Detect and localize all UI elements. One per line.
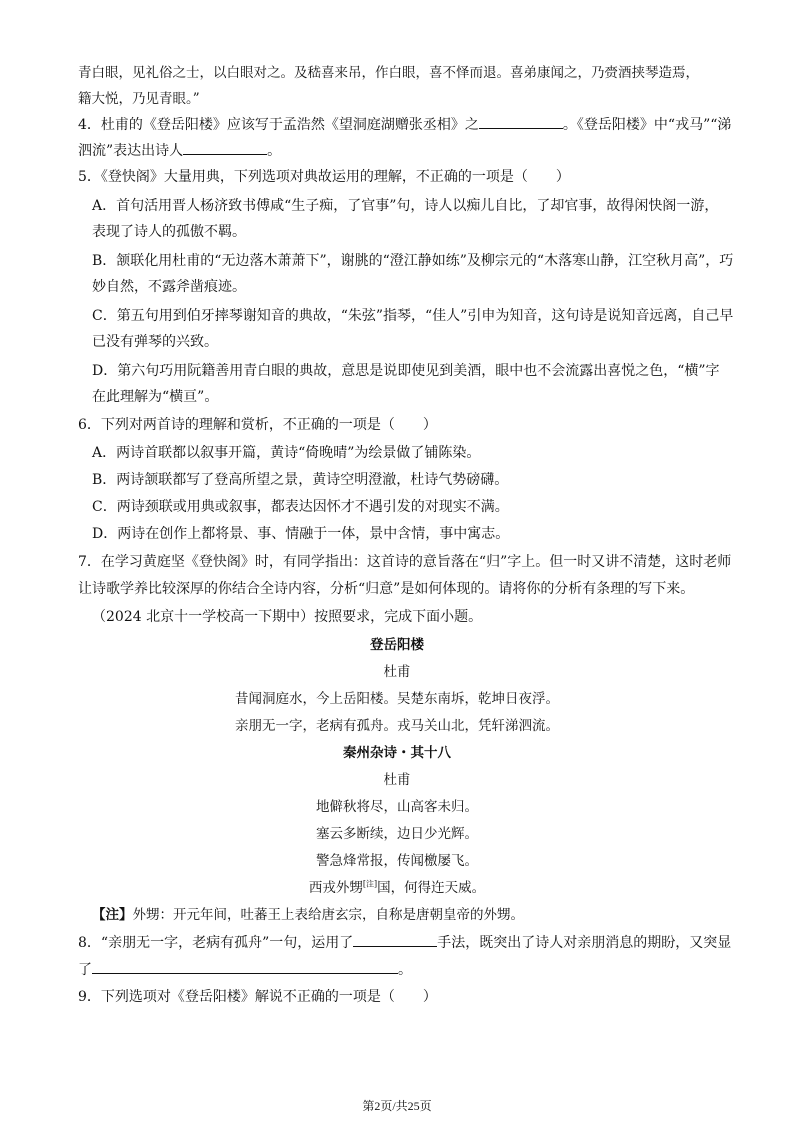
q6-option-d: D．两诗在创作上都将景、事、情融于一体，景中含情，事中寓志。 bbox=[92, 526, 510, 542]
q5-option-a-line1: A．首句活用晋人杨济致书傅咸“生子痴，了官事”句，诗人以痴儿自比，了却官事，故得闲快阁一游， bbox=[92, 198, 719, 214]
q4-blank-1[interactable] bbox=[479, 113, 563, 129]
q8-blank-2[interactable] bbox=[92, 958, 398, 974]
q4-text-c: 泗流”表达出诗人 bbox=[78, 143, 184, 159]
question-4-line1 bbox=[78, 112, 731, 138]
poem2-line3: 警急烽常报，传闻檄屡飞。 bbox=[316, 853, 478, 869]
q8-text-a: 8．“亲朋无一字，老病有孤舟”一句，运用了 bbox=[78, 935, 354, 951]
question-4-line2 bbox=[78, 138, 281, 164]
q5-option-b-line2: 妙自然，不露斧凿痕迹。 bbox=[92, 279, 246, 295]
poem1-title: 登岳阳楼 bbox=[370, 637, 424, 653]
poem2-line1: 地僻秋将尽，山高客未归。 bbox=[316, 799, 478, 815]
q5-option-b-line1: B．颔联化用杜甫的“无边落木萧萧下”，谢朓的“澄江静如练”及柳宗元的“木落寒山静，江空秋月高”，巧 bbox=[92, 253, 734, 269]
q4-text-b: 。《登岳阳楼》中“戎马”“涕 bbox=[562, 117, 732, 133]
q5-option-d-line2: 在此理解为“横亘”。 bbox=[92, 389, 219, 405]
poem2-line4-a: 西戎外甥 bbox=[308, 880, 363, 896]
q8-blank-1[interactable] bbox=[353, 931, 437, 947]
page-footer: 第2页/共25页 bbox=[362, 1099, 432, 1113]
q8-text-d: 。 bbox=[398, 962, 412, 978]
intro-quote-line2: 籍大悦，乃见青眼。” bbox=[78, 91, 200, 107]
question-8-line2 bbox=[78, 957, 412, 983]
question-8-line1 bbox=[78, 930, 731, 956]
question-7-line1: 7．在学习黄庭坚《登快阁》时，有同学指出：这首诗的意旨落在“归”字上。但一时又讲不清楚，这时老师 bbox=[78, 554, 732, 570]
poem2-note-marker: [注] bbox=[362, 879, 378, 889]
poem2-line4 bbox=[0, 875, 794, 901]
poem2-line2: 塞云多断续，边日少光辉。 bbox=[316, 826, 478, 842]
q4-text-a: 4．杜甫的《登岳阳楼》应该写于孟浩然《望洞庭湖赠张丞相》之 bbox=[78, 117, 479, 133]
q5-option-a-line2: 表现了诗人的孤傲不羁。 bbox=[92, 224, 246, 240]
q6-option-b: B．两诗颔联都写了登高所望之景，黄诗空明澄澈，杜诗气势磅礴。 bbox=[92, 472, 509, 488]
note-label: 【注】 bbox=[92, 907, 133, 923]
q5-option-c-line1: C．第五句用到伯牙摔琴谢知音的典故，“朱弦”指琴，“佳人”引申为知音，这句诗是说知音远离，自己早 bbox=[92, 308, 734, 324]
poem1-line1: 昔闻洞庭水，今上岳阳楼。吴楚东南坼，乾坤日夜浮。 bbox=[235, 691, 559, 707]
q8-text-c: 了 bbox=[78, 962, 92, 978]
poem1-line2: 亲朋无一字，老病有孤舟。戎马关山北，凭轩涕泗流。 bbox=[235, 718, 559, 734]
question-5-stem: 5．《登快阁》大量用典，下列选项对典故运用的理解，不正确的一项是（ ） bbox=[78, 169, 570, 185]
intro-quote-line1: 青白眼，见礼俗之士，以白眼对之。及嵇喜来吊，作白眼，喜不怿而退。喜弟康闻之，乃赍酒挟琴造焉， bbox=[78, 65, 699, 81]
poem1-author: 杜甫 bbox=[383, 664, 411, 680]
q4-blank-2[interactable] bbox=[183, 139, 267, 155]
question-7-line2: 让诗歌学养比较深厚的你结合全诗内容，分析“归意”是如何体现的。请将你的分析有条理的写下来。 bbox=[78, 581, 695, 597]
question-6-stem: 6．下列对两首诗的理解和赏析，不正确的一项是（ ） bbox=[78, 417, 437, 433]
q5-option-c-line2: 已没有弹琴的兴致。 bbox=[92, 334, 218, 350]
q6-option-a: A．两诗首联都以叙事开篇，黄诗“倚晚晴”为绘景做了铺陈染。 bbox=[92, 445, 481, 461]
question-9-stem: 9．下列选项对《登岳阳楼》解说不正确的一项是（ ） bbox=[78, 989, 437, 1005]
poem2-note bbox=[92, 902, 524, 928]
poem2-title: 秦州杂诗・其十八 bbox=[343, 745, 451, 761]
poem2-line4-b: 国，何得迕天威。 bbox=[377, 880, 486, 896]
q4-text-d: 。 bbox=[267, 143, 282, 159]
q5-option-d-line1: D．第六句巧用阮籍善用青白眼的典故，意思是说即使见到美酒，眼中也不会流露出喜悦之色，“横”字 bbox=[92, 363, 720, 379]
section-intro: （2024 北京十一学校高一下期中）按照要求，完成下面小题。 bbox=[92, 609, 483, 625]
poem2-author: 杜甫 bbox=[383, 772, 411, 788]
q8-text-b: 手法，既突出了诗人对亲朋消息的期盼，又突显 bbox=[437, 935, 732, 951]
note-text: 外甥：开元年间，吐蕃王上表给唐玄宗，自称是唐朝皇帝的外甥。 bbox=[132, 907, 524, 923]
q6-option-c: C．两诗颈联或用典或叙事，都表达因怀才不遇引发的对现实不满。 bbox=[92, 499, 509, 515]
